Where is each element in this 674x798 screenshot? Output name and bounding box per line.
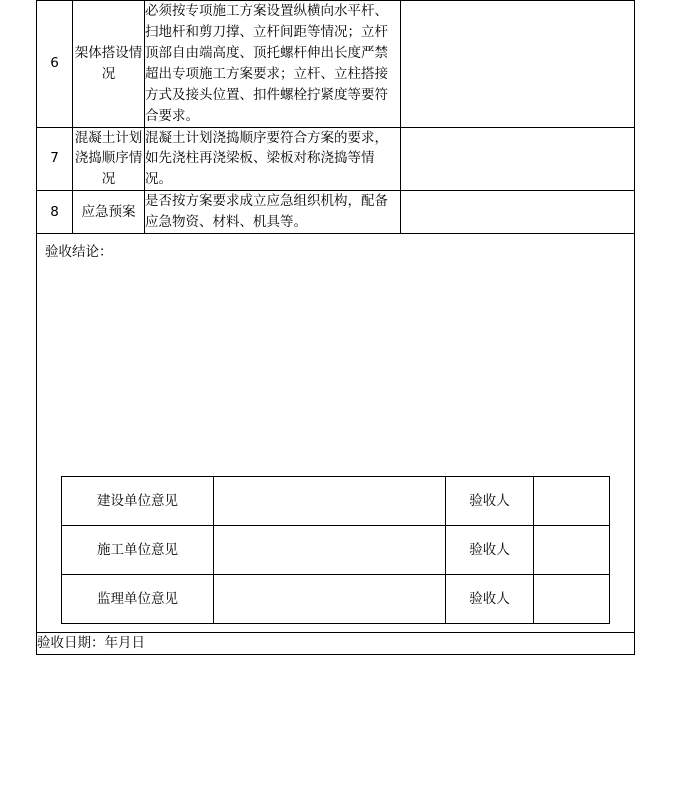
table-row — [37, 127, 635, 191]
signoff-signature-field[interactable] — [534, 526, 610, 575]
signoff-person-label: 验收人 — [446, 575, 534, 624]
row-result[interactable] — [401, 1, 635, 128]
signoff-opinion-field[interactable] — [214, 575, 446, 624]
conclusion-cell — [37, 234, 635, 633]
row-result[interactable] — [401, 191, 635, 234]
footer-row — [37, 633, 635, 655]
signoff-label-supervision-unit: 监理单位意见 — [62, 575, 214, 624]
row-description: 是否按方案要求成立应急组织机构，配备应急物资、材料、机具等。 — [145, 191, 401, 234]
row-description: 混凝土计划浇捣顺序要符合方案的要求，如先浇柱再浇梁板、梁板对称浇捣等情况。 — [145, 127, 401, 191]
signoff-row — [62, 575, 610, 624]
signoff-signature-field[interactable] — [534, 477, 610, 526]
signoff-label-construction-unit: 建设单位意见 — [62, 477, 214, 526]
signoff-person-label: 验收人 — [446, 526, 534, 575]
conclusion-row — [37, 234, 635, 633]
row-item-name: 架体搭设情况 — [73, 1, 145, 128]
row-number: 6 — [37, 1, 73, 128]
row-result[interactable] — [401, 127, 635, 191]
row-item-name: 混凝土计划浇捣顺序情况 — [73, 127, 145, 191]
signoff-person-label: 验收人 — [446, 477, 534, 526]
row-number: 7 — [37, 127, 73, 191]
signoff-opinion-field[interactable] — [214, 477, 446, 526]
row-number: 8 — [37, 191, 73, 234]
row-description: 必须按专项施工方案设置纵横向水平杆、扫地杆和剪刀撑、立杆间距等情况；立杆顶部自由端高度、顶托螺杆伸出长度严禁超出专项施工方案要求；立杆、立柱搭接方式及接头位置、扣件螺栓拧紧度等要符合要求。 — [145, 1, 401, 128]
table-row — [37, 191, 635, 234]
conclusion-label: 验收结论： — [45, 244, 113, 261]
signoff-row — [62, 526, 610, 575]
inspection-table — [36, 0, 635, 655]
signoff-opinion-field[interactable] — [214, 526, 446, 575]
signoff-signature-field[interactable] — [534, 575, 610, 624]
signoff-row — [62, 477, 610, 526]
acceptance-date-label: 验收日期：年月日 — [37, 633, 635, 655]
signoff-table — [61, 476, 610, 624]
signoff-label-contractor-unit: 施工单位意见 — [62, 526, 214, 575]
table-row — [37, 1, 635, 128]
row-item-name: 应急预案 — [73, 191, 145, 234]
conclusion-wrapper — [37, 234, 634, 632]
